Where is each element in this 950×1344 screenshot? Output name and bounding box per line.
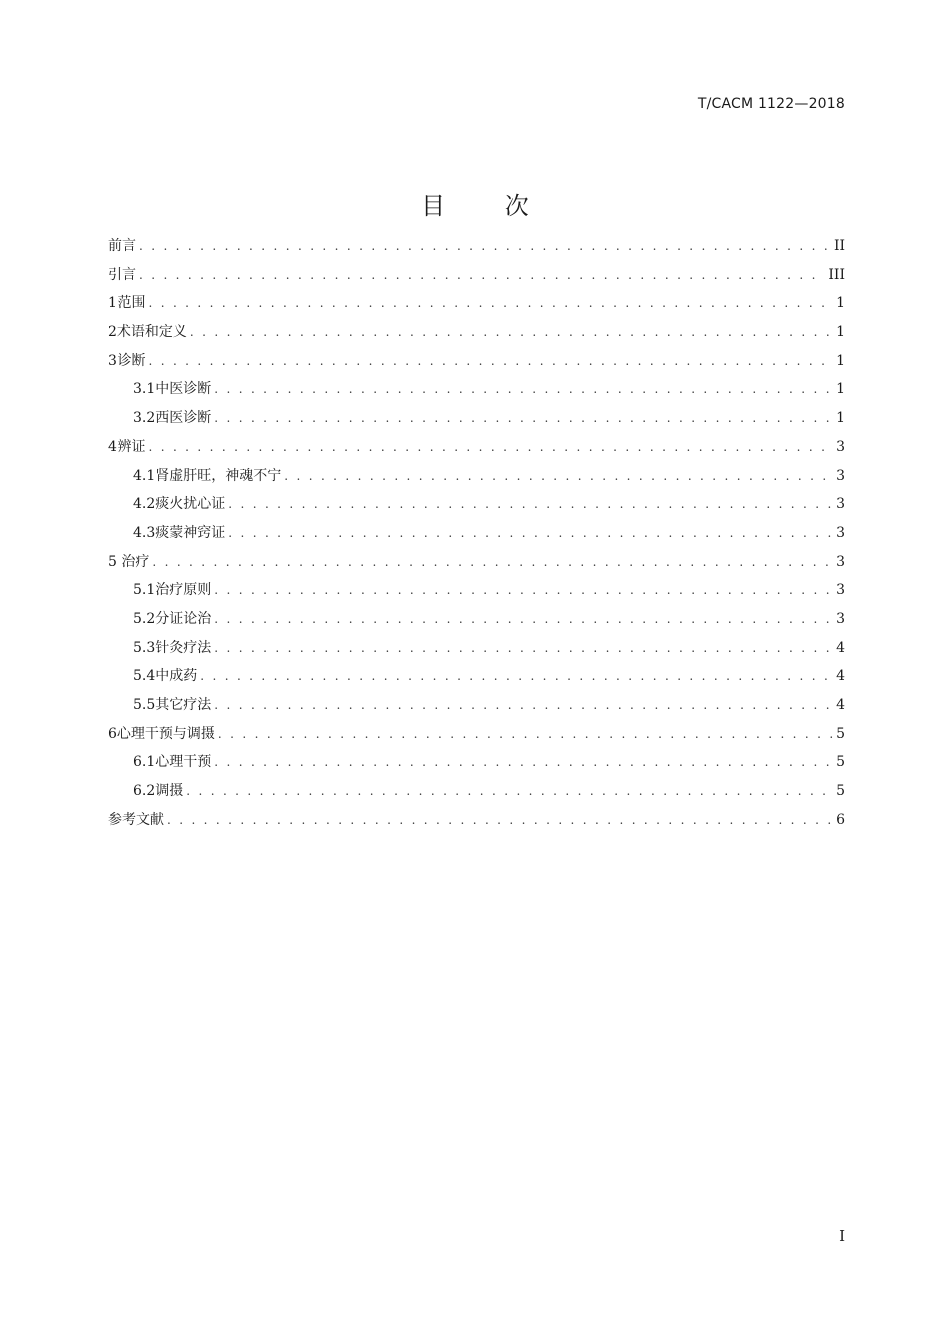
toc-entry[interactable] bbox=[108, 261, 845, 290]
dot-leader bbox=[228, 490, 833, 519]
toc-entry[interactable] bbox=[108, 605, 845, 634]
toc-entry-page: 5 bbox=[836, 783, 845, 800]
toc-entry-label: 心理干预 bbox=[155, 754, 212, 771]
table-of-contents bbox=[108, 232, 845, 834]
toc-entry[interactable] bbox=[108, 548, 845, 577]
toc-entry-page: 6 bbox=[836, 811, 845, 828]
toc-entry-page: 1 bbox=[836, 352, 845, 369]
dot-leader bbox=[214, 691, 833, 720]
toc-entry-label: 中成药 bbox=[155, 668, 198, 685]
toc-entry-number: 3 bbox=[108, 352, 117, 369]
toc-entry-label: 治疗原则 bbox=[155, 582, 212, 599]
toc-entry[interactable] bbox=[108, 404, 845, 433]
toc-entry-label: 针灸疗法 bbox=[155, 639, 212, 656]
toc-entry-page: 3 bbox=[836, 610, 845, 627]
toc-entry-number: 4 bbox=[108, 438, 117, 455]
toc-entry-page: 3 bbox=[836, 553, 845, 570]
toc-entry-label: 5 治疗 bbox=[108, 553, 150, 570]
toc-entry-number: 6.1 bbox=[133, 754, 156, 771]
toc-entry[interactable] bbox=[108, 748, 845, 777]
toc-entry-number: 5.2 bbox=[133, 610, 156, 627]
toc-entry[interactable] bbox=[108, 576, 845, 605]
toc-entry-number: 5.5 bbox=[133, 697, 156, 713]
toc-entry-label: 痰火扰心证 bbox=[155, 496, 226, 513]
page-number: I bbox=[839, 1227, 845, 1245]
toc-entry[interactable] bbox=[108, 720, 845, 749]
dot-leader bbox=[152, 548, 833, 577]
toc-entry-number: 5.4 bbox=[133, 668, 156, 685]
toc-entry-number: 2 bbox=[108, 324, 117, 341]
toc-entry-page: 1 bbox=[836, 295, 845, 312]
toc-entry-page: 4 bbox=[836, 697, 845, 713]
toc-entry-label: 前言 bbox=[108, 238, 136, 254]
toc-entry-page: 5 bbox=[836, 754, 845, 771]
toc-entry-label: 参考文献 bbox=[108, 811, 164, 828]
toc-entry[interactable] bbox=[108, 777, 845, 806]
dot-leader bbox=[214, 404, 833, 433]
toc-entry-label: 术语和定义 bbox=[116, 324, 187, 341]
dot-leader bbox=[148, 347, 833, 376]
toc-entry[interactable] bbox=[108, 462, 845, 491]
toc-entry[interactable] bbox=[108, 806, 845, 835]
toc-entry-label: 分证论治 bbox=[155, 610, 212, 627]
toc-entry[interactable] bbox=[108, 490, 845, 519]
toc-entry-number: 3.1 bbox=[133, 381, 156, 398]
dot-leader bbox=[214, 375, 833, 404]
dot-leader bbox=[214, 748, 833, 777]
dot-leader bbox=[228, 519, 833, 548]
toc-entry-page: III bbox=[828, 266, 845, 283]
dot-leader bbox=[190, 318, 833, 347]
toc-entry[interactable] bbox=[108, 232, 845, 261]
toc-entry-label: 辨证 bbox=[117, 438, 146, 455]
toc-entry-label: 引言 bbox=[108, 266, 136, 283]
toc-entry[interactable] bbox=[108, 433, 845, 462]
toc-entry-page: 3 bbox=[836, 438, 845, 455]
dot-leader bbox=[186, 777, 833, 806]
toc-entry-page: II bbox=[833, 238, 845, 254]
toc-entry-number: 5.1 bbox=[133, 582, 156, 599]
toc-entry-page: 4 bbox=[836, 639, 845, 656]
toc-entry-label: 中医诊断 bbox=[155, 381, 212, 398]
toc-title: 目 次 bbox=[421, 192, 555, 221]
toc-entry-label: 调摄 bbox=[155, 783, 184, 800]
dot-leader bbox=[214, 605, 833, 634]
dot-leader bbox=[218, 720, 833, 749]
toc-entry-number: 4.2 bbox=[133, 496, 156, 513]
dot-leader bbox=[200, 662, 833, 691]
toc-entry-page: 3 bbox=[836, 467, 845, 484]
toc-entry-page: 3 bbox=[836, 496, 845, 513]
dot-leader bbox=[139, 261, 825, 290]
toc-entry-label: 心理干预与调摄 bbox=[116, 725, 215, 742]
toc-entry-page: 1 bbox=[836, 324, 845, 341]
dot-leader bbox=[148, 433, 833, 462]
toc-entry[interactable] bbox=[108, 662, 845, 691]
dot-leader bbox=[167, 806, 833, 835]
toc-entry-number: 4.3 bbox=[133, 524, 156, 541]
toc-entry-number: 5.3 bbox=[133, 639, 156, 656]
toc-entry[interactable] bbox=[108, 375, 845, 404]
toc-entry-label: 其它疗法 bbox=[155, 697, 212, 713]
dot-leader bbox=[284, 462, 833, 491]
toc-entry[interactable] bbox=[108, 289, 845, 318]
toc-entry-label: 痰蒙神窍证 bbox=[155, 524, 226, 541]
toc-entry-label: 肾虚肝旺，神魂不宁 bbox=[155, 467, 282, 484]
toc-entry[interactable] bbox=[108, 318, 845, 347]
toc-entry-label: 诊断 bbox=[117, 352, 146, 369]
toc-entry-number: 6 bbox=[108, 725, 117, 742]
toc-entry-number: 6.2 bbox=[133, 783, 156, 800]
toc-entry-page: 1 bbox=[836, 381, 845, 398]
toc-entry-page: 4 bbox=[836, 668, 845, 685]
toc-entry[interactable] bbox=[108, 519, 845, 548]
toc-entry-page: 5 bbox=[836, 725, 845, 742]
document-code: T/CACM 1122—2018 bbox=[697, 96, 845, 112]
toc-entry-page: 3 bbox=[836, 582, 845, 599]
toc-entry-page: 1 bbox=[836, 410, 845, 427]
dot-leader bbox=[139, 232, 831, 261]
toc-entry[interactable] bbox=[108, 634, 845, 663]
toc-entry-label: 西医诊断 bbox=[155, 410, 212, 427]
dot-leader bbox=[214, 576, 833, 605]
dot-leader bbox=[148, 289, 833, 318]
dot-leader bbox=[214, 634, 833, 663]
toc-entry-page: 3 bbox=[836, 524, 845, 541]
toc-entry[interactable] bbox=[108, 691, 845, 720]
toc-entry[interactable] bbox=[108, 347, 845, 376]
toc-entry-number: 3.2 bbox=[133, 410, 156, 427]
toc-entry-label: 范围 bbox=[117, 295, 146, 312]
toc-entry-number: 1 bbox=[108, 295, 117, 312]
toc-entry-number: 4.1 bbox=[133, 467, 156, 484]
